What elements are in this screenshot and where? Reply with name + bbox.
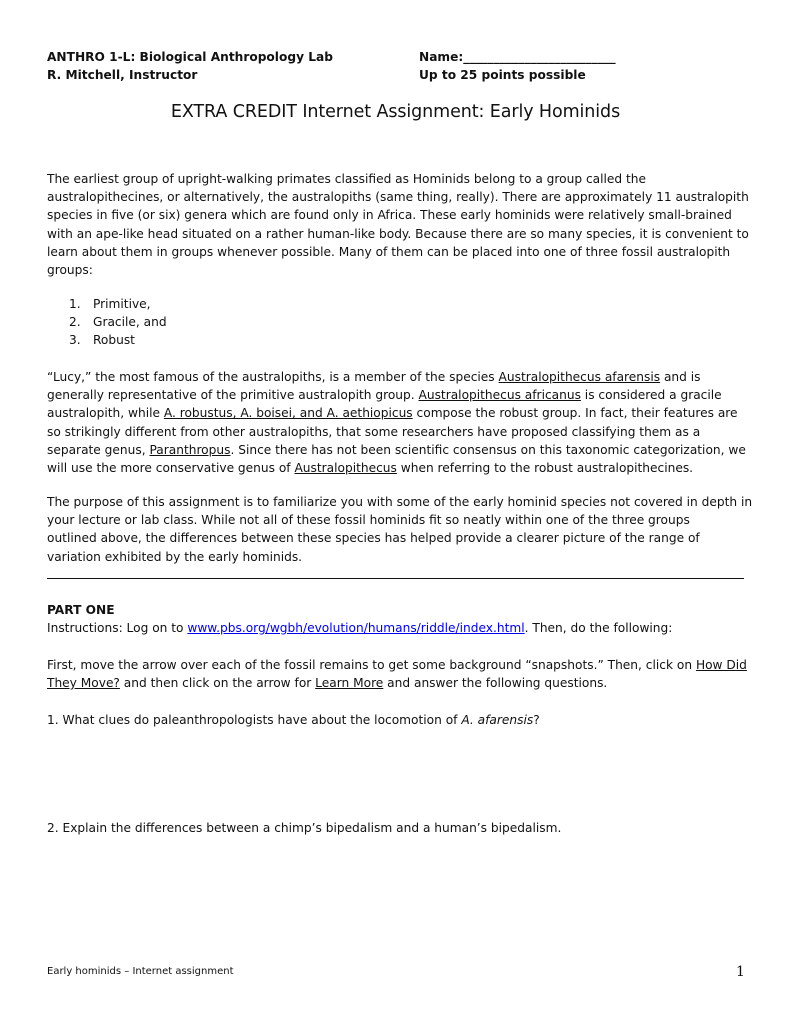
purpose-line: variation exhibited by the early hominids. [47,549,303,564]
part-one-directions: First, move the arrow over each of the fossil remains to get some background “snapshots.” Then, click on How Did They Move? and then click on the arrow for Learn More and answer the following questions. [47,658,747,691]
species-name: A. afarensis [461,713,534,727]
lucy-line: generally representative of the primitive australopith group. Australopithecus africanus is considered a gracile [47,388,722,403]
list-item [69,331,167,349]
instructions-text: Instructions: Log on to [47,621,188,635]
intro-line: groups: [47,263,93,278]
purpose-paragraph [47,493,753,566]
part-one-instructions: Instructions: Log on to www.pbs.org/wgbh/evolution/humans/riddle/index.html. Then, do the following: [47,621,673,635]
intro-line: species in five (or six) genera which are found only in Africa. These early hominids were relatively small-brained [47,208,732,223]
purpose-line: The purpose of this assignment is to familiarize you with some of the early hominid species not covered in depth in [47,495,753,509]
part-one-heading: PART ONE [47,603,115,617]
list-number: 2. [69,315,81,330]
species-africanus: Australopithecus africanus [418,388,581,403]
section-divider [47,578,744,579]
points-possible: Up to 25 points possible [419,68,586,82]
intro-line: with an ape-like head situated on a rather human-like body. Because there are so many species, it is convenient to [47,226,749,241]
list-item [69,295,167,313]
student-name-field: Name:_________________________ [419,50,616,64]
how-did-they-move-link-cont: They Move? [47,676,120,691]
list-label: Robust [93,333,135,348]
list-label: Primitive, [93,297,151,311]
how-did-they-move-link: How Did [695,658,747,672]
genus-australopithecus: Australopithecus [294,461,397,476]
lucy-line: separate genus, Paranthropus. Since there has not been scientific consensus on this taxonomic categorization, we [47,442,746,457]
question-1: 1. What clues do paleanthropologists have about the locomotion of A. afarensis? [47,713,540,727]
course-title: ANTHRO 1-L: Biological Anthropology Lab [47,50,333,64]
purpose-line: outlined above, the differences between these species has helped provide a clearer picture of the range of [47,531,700,546]
list-number: 1. [69,297,81,311]
species-afarensis: Australopithecus afarensis [498,370,661,384]
intro-paragraph [47,170,747,279]
question-2: 2. Explain the differences between a chimp’s bipedalism and a human’s bipedalism. [47,821,562,835]
intro-line: australopithecines, or alternatively, the australopiths (same thing, really). There are approximately 11 australopith [47,190,749,205]
learn-more-link: Learn More [315,676,384,691]
pbs-evolution-link[interactable]: www.pbs.org/wgbh/evolution/humans/riddle/index.html [187,621,525,635]
footer-text: Early hominids – Internet assignment [47,966,234,977]
genus-paranthropus: Paranthropus [149,442,231,457]
lucy-line: will use the more conservative genus of Australopithecus when referring to the robust australopithecines. [47,461,694,476]
page-number: 1 [736,964,745,980]
list-item [69,313,167,331]
purpose-line: your lecture or lab class. While not all of these fossil hominids fit so neatly within one of the three groups [47,513,690,528]
lucy-line: australopith, while A. robustus, A. boisei, and A. aethiopicus compose the robust group. In fact, their features are [47,406,738,421]
lucy-line: so strikingly different from other australopiths, that some researchers have proposed classifying them as a [47,424,701,439]
instructor-name: R. Mitchell, Instructor [47,68,198,82]
page-title: EXTRA CREDIT Internet Assignment: Early Hominids [170,102,621,122]
list-number: 3. [69,333,81,348]
intro-line: The earliest group of upright-walking primates classified as Hominids belong to a group called the [47,172,647,186]
lucy-paragraph [47,368,747,477]
list-label: Gracile, and [93,315,167,330]
robust-species: A. robustus, A. boisei, and A. aethiopicus [163,406,413,421]
australopith-groups-list [69,295,167,350]
intro-line: learn about them in groups whenever possible. Many of them can be placed into one of three fossil australopith [47,244,731,259]
lucy-line: “Lucy,” the most famous of the australopiths, is a member of the species Australopithecus afarensis and is [47,370,701,384]
